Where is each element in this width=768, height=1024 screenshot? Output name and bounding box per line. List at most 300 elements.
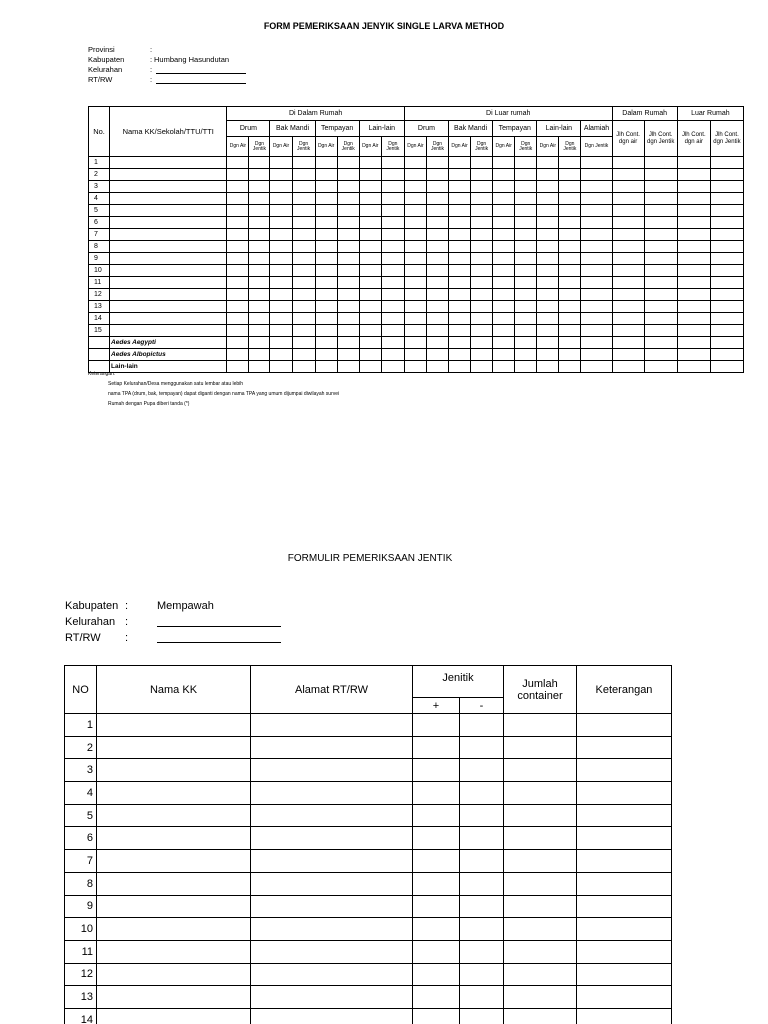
- table-cell[interactable]: [315, 205, 337, 217]
- table-cell[interactable]: [413, 804, 460, 827]
- table-cell[interactable]: [413, 918, 460, 941]
- table-cell[interactable]: [493, 289, 515, 301]
- table-cell[interactable]: [227, 193, 249, 205]
- table-cell[interactable]: [644, 313, 677, 325]
- table-cell[interactable]: [227, 205, 249, 217]
- table-cell[interactable]: [249, 325, 270, 337]
- table-cell[interactable]: [644, 325, 677, 337]
- table-cell[interactable]: [426, 301, 448, 313]
- table-cell[interactable]: [97, 759, 251, 782]
- table-cell[interactable]: [249, 229, 270, 241]
- table-cell[interactable]: [612, 289, 644, 301]
- field-blank-line[interactable]: [156, 67, 246, 74]
- table-cell[interactable]: [581, 241, 612, 253]
- table-cell[interactable]: [460, 736, 504, 759]
- table-cell[interactable]: [381, 253, 404, 265]
- table-cell[interactable]: [227, 301, 249, 313]
- table-cell[interactable]: [251, 804, 413, 827]
- table-cell[interactable]: [404, 349, 426, 361]
- table-cell[interactable]: [270, 325, 292, 337]
- table-cell[interactable]: [493, 193, 515, 205]
- table-cell[interactable]: [292, 349, 315, 361]
- table-cell[interactable]: [460, 804, 504, 827]
- table-cell[interactable]: [337, 253, 359, 265]
- table-cell[interactable]: [515, 193, 537, 205]
- table-cell[interactable]: [337, 337, 359, 349]
- table-cell[interactable]: [449, 337, 471, 349]
- table-cell[interactable]: [559, 205, 581, 217]
- table-cell[interactable]: [471, 289, 493, 301]
- table-cell[interactable]: [251, 850, 413, 873]
- table-cell[interactable]: [710, 205, 743, 217]
- table-cell[interactable]: [537, 289, 559, 301]
- table-cell[interactable]: [359, 157, 381, 169]
- table-cell[interactable]: [559, 253, 581, 265]
- table-cell[interactable]: [537, 313, 559, 325]
- table-cell[interactable]: [493, 229, 515, 241]
- table-cell[interactable]: [315, 193, 337, 205]
- table-cell[interactable]: [270, 253, 292, 265]
- table-cell[interactable]: [426, 169, 448, 181]
- table-cell[interactable]: [471, 181, 493, 193]
- table-cell[interactable]: [404, 205, 426, 217]
- table-cell[interactable]: [710, 217, 743, 229]
- table-cell[interactable]: [227, 325, 249, 337]
- table-cell[interactable]: [515, 301, 537, 313]
- table-cell[interactable]: [292, 277, 315, 289]
- table-cell[interactable]: [426, 337, 448, 349]
- table-cell[interactable]: [515, 241, 537, 253]
- table-cell[interactable]: [449, 181, 471, 193]
- table-cell[interactable]: [504, 963, 577, 986]
- table-cell[interactable]: [581, 265, 612, 277]
- table-cell[interactable]: [504, 850, 577, 873]
- table-cell[interactable]: [381, 349, 404, 361]
- table-cell[interactable]: [249, 217, 270, 229]
- table-cell[interactable]: [110, 265, 227, 277]
- table-cell[interactable]: [677, 301, 710, 313]
- table-cell[interactable]: [381, 337, 404, 349]
- table-cell[interactable]: [97, 918, 251, 941]
- table-cell[interactable]: [227, 265, 249, 277]
- table-cell[interactable]: [315, 277, 337, 289]
- table-cell[interactable]: [404, 265, 426, 277]
- table-cell[interactable]: [110, 241, 227, 253]
- table-cell[interactable]: [493, 313, 515, 325]
- table-cell[interactable]: [251, 963, 413, 986]
- table-cell[interactable]: [471, 169, 493, 181]
- table-cell[interactable]: [504, 872, 577, 895]
- table-cell[interactable]: [413, 963, 460, 986]
- table-cell[interactable]: [612, 361, 644, 373]
- table-cell[interactable]: [249, 253, 270, 265]
- table-cell[interactable]: [577, 986, 672, 1009]
- table-cell[interactable]: [460, 714, 504, 737]
- table-cell[interactable]: [359, 253, 381, 265]
- table-cell[interactable]: [249, 193, 270, 205]
- table-cell[interactable]: [612, 205, 644, 217]
- table-cell[interactable]: [249, 349, 270, 361]
- table-cell[interactable]: [292, 181, 315, 193]
- table-cell[interactable]: [537, 361, 559, 373]
- table-cell[interactable]: [471, 313, 493, 325]
- table-cell[interactable]: [426, 229, 448, 241]
- table-cell[interactable]: [581, 313, 612, 325]
- table-cell[interactable]: [449, 157, 471, 169]
- table-cell[interactable]: [581, 169, 612, 181]
- table-cell[interactable]: [581, 325, 612, 337]
- table-cell[interactable]: [493, 349, 515, 361]
- table-cell[interactable]: [537, 217, 559, 229]
- table-cell[interactable]: [337, 301, 359, 313]
- table-cell[interactable]: [292, 337, 315, 349]
- table-cell[interactable]: [413, 1008, 460, 1024]
- table-cell[interactable]: [426, 205, 448, 217]
- table-cell[interactable]: [471, 301, 493, 313]
- table-cell[interactable]: [677, 253, 710, 265]
- table-cell[interactable]: [612, 241, 644, 253]
- table-cell[interactable]: [227, 337, 249, 349]
- table-cell[interactable]: [449, 325, 471, 337]
- table-cell[interactable]: [449, 241, 471, 253]
- table-cell[interactable]: [577, 850, 672, 873]
- table-cell[interactable]: [504, 736, 577, 759]
- table-cell[interactable]: [404, 181, 426, 193]
- table-cell[interactable]: [381, 277, 404, 289]
- table-cell[interactable]: [426, 313, 448, 325]
- table-cell[interactable]: [359, 277, 381, 289]
- table-cell[interactable]: [337, 181, 359, 193]
- table-cell[interactable]: [515, 313, 537, 325]
- table-cell[interactable]: [315, 301, 337, 313]
- table-cell[interactable]: [677, 361, 710, 373]
- table-cell[interactable]: [504, 918, 577, 941]
- table-cell[interactable]: [381, 289, 404, 301]
- table-cell[interactable]: [359, 193, 381, 205]
- table-cell[interactable]: [644, 241, 677, 253]
- table-cell[interactable]: [710, 301, 743, 313]
- table-cell[interactable]: [381, 181, 404, 193]
- table-cell[interactable]: [577, 804, 672, 827]
- table-cell[interactable]: [537, 277, 559, 289]
- field-blank-line[interactable]: [157, 633, 281, 643]
- table-cell[interactable]: [515, 169, 537, 181]
- table-cell[interactable]: [251, 759, 413, 782]
- table-cell[interactable]: [581, 289, 612, 301]
- table-cell[interactable]: [460, 895, 504, 918]
- table-cell[interactable]: [110, 229, 227, 241]
- table-cell[interactable]: [577, 872, 672, 895]
- table-cell[interactable]: [559, 181, 581, 193]
- table-cell[interactable]: [515, 349, 537, 361]
- table-cell[interactable]: [710, 361, 743, 373]
- table-cell[interactable]: [227, 277, 249, 289]
- table-cell[interactable]: [559, 277, 581, 289]
- table-cell[interactable]: [644, 169, 677, 181]
- table-cell[interactable]: [644, 229, 677, 241]
- table-cell[interactable]: [426, 217, 448, 229]
- table-cell[interactable]: [337, 349, 359, 361]
- table-cell[interactable]: [559, 289, 581, 301]
- table-cell[interactable]: [677, 277, 710, 289]
- table-cell[interactable]: [227, 169, 249, 181]
- table-cell[interactable]: [612, 253, 644, 265]
- table-cell[interactable]: [292, 157, 315, 169]
- table-cell[interactable]: [644, 265, 677, 277]
- table-cell[interactable]: [677, 181, 710, 193]
- table-cell[interactable]: [559, 157, 581, 169]
- table-cell[interactable]: [537, 253, 559, 265]
- table-cell[interactable]: [426, 253, 448, 265]
- table-cell[interactable]: [227, 349, 249, 361]
- table-cell[interactable]: [110, 301, 227, 313]
- table-cell[interactable]: [270, 229, 292, 241]
- table-cell[interactable]: [449, 265, 471, 277]
- table-cell[interactable]: [504, 986, 577, 1009]
- table-cell[interactable]: [292, 217, 315, 229]
- table-cell[interactable]: [270, 157, 292, 169]
- table-cell[interactable]: [644, 217, 677, 229]
- table-cell[interactable]: [677, 169, 710, 181]
- table-cell[interactable]: [413, 827, 460, 850]
- table-cell[interactable]: [581, 277, 612, 289]
- table-cell[interactable]: [677, 349, 710, 361]
- table-cell[interactable]: [251, 940, 413, 963]
- table-cell[interactable]: [449, 289, 471, 301]
- table-cell[interactable]: [292, 169, 315, 181]
- table-cell[interactable]: [97, 827, 251, 850]
- table-cell[interactable]: [404, 289, 426, 301]
- table-cell[interactable]: [404, 325, 426, 337]
- table-cell[interactable]: [515, 229, 537, 241]
- table-cell[interactable]: [677, 313, 710, 325]
- table-cell[interactable]: [337, 241, 359, 253]
- table-cell[interactable]: [677, 265, 710, 277]
- table-cell[interactable]: [359, 313, 381, 325]
- table-cell[interactable]: [449, 277, 471, 289]
- table-cell[interactable]: [413, 850, 460, 873]
- table-cell[interactable]: [413, 714, 460, 737]
- table-cell[interactable]: [404, 277, 426, 289]
- table-cell[interactable]: [292, 253, 315, 265]
- table-cell[interactable]: [460, 1008, 504, 1024]
- table-cell[interactable]: [537, 229, 559, 241]
- table-cell[interactable]: [449, 301, 471, 313]
- table-cell[interactable]: [493, 169, 515, 181]
- table-cell[interactable]: [677, 289, 710, 301]
- table-cell[interactable]: [413, 986, 460, 1009]
- table-cell[interactable]: [559, 325, 581, 337]
- table-cell[interactable]: [249, 241, 270, 253]
- table-cell[interactable]: [315, 337, 337, 349]
- table-cell[interactable]: [404, 241, 426, 253]
- table-cell[interactable]: [110, 253, 227, 265]
- table-cell[interactable]: [292, 301, 315, 313]
- table-cell[interactable]: [493, 265, 515, 277]
- table-cell[interactable]: [559, 337, 581, 349]
- table-cell[interactable]: [337, 361, 359, 373]
- table-cell[interactable]: [612, 313, 644, 325]
- table-cell[interactable]: [249, 337, 270, 349]
- table-cell[interactable]: [515, 325, 537, 337]
- table-cell[interactable]: [581, 181, 612, 193]
- table-cell[interactable]: [577, 895, 672, 918]
- table-cell[interactable]: [97, 850, 251, 873]
- table-cell[interactable]: [97, 736, 251, 759]
- table-cell[interactable]: [515, 217, 537, 229]
- table-cell[interactable]: [251, 782, 413, 805]
- table-cell[interactable]: [581, 193, 612, 205]
- table-cell[interactable]: [460, 850, 504, 873]
- table-cell[interactable]: [515, 205, 537, 217]
- table-cell[interactable]: [270, 241, 292, 253]
- table-cell[interactable]: [270, 337, 292, 349]
- table-cell[interactable]: [710, 181, 743, 193]
- table-cell[interactable]: [710, 289, 743, 301]
- table-cell[interactable]: [97, 895, 251, 918]
- table-cell[interactable]: [471, 349, 493, 361]
- table-cell[interactable]: [471, 193, 493, 205]
- table-cell[interactable]: [577, 714, 672, 737]
- table-cell[interactable]: [471, 217, 493, 229]
- table-cell[interactable]: [449, 217, 471, 229]
- table-cell[interactable]: [251, 872, 413, 895]
- table-cell[interactable]: [577, 759, 672, 782]
- table-cell[interactable]: [97, 804, 251, 827]
- table-cell[interactable]: [504, 782, 577, 805]
- table-cell[interactable]: [460, 782, 504, 805]
- table-cell[interactable]: [404, 361, 426, 373]
- table-cell[interactable]: [413, 759, 460, 782]
- table-cell[interactable]: [315, 157, 337, 169]
- table-cell[interactable]: [404, 217, 426, 229]
- table-cell[interactable]: [644, 193, 677, 205]
- table-cell[interactable]: [644, 349, 677, 361]
- table-cell[interactable]: [493, 253, 515, 265]
- table-cell[interactable]: [677, 337, 710, 349]
- table-cell[interactable]: [471, 253, 493, 265]
- table-cell[interactable]: [504, 759, 577, 782]
- table-cell[interactable]: [227, 229, 249, 241]
- table-cell[interactable]: [612, 265, 644, 277]
- table-cell[interactable]: [227, 289, 249, 301]
- table-cell[interactable]: [426, 157, 448, 169]
- table-cell[interactable]: [612, 325, 644, 337]
- table-cell[interactable]: [381, 169, 404, 181]
- table-cell[interactable]: [460, 872, 504, 895]
- table-cell[interactable]: [537, 265, 559, 277]
- table-cell[interactable]: [381, 193, 404, 205]
- table-cell[interactable]: [404, 169, 426, 181]
- table-cell[interactable]: [515, 361, 537, 373]
- table-cell[interactable]: [612, 169, 644, 181]
- table-cell[interactable]: [559, 193, 581, 205]
- table-cell[interactable]: [97, 986, 251, 1009]
- table-cell[interactable]: [644, 361, 677, 373]
- table-cell[interactable]: [359, 289, 381, 301]
- table-cell[interactable]: [413, 736, 460, 759]
- table-cell[interactable]: [504, 895, 577, 918]
- table-cell[interactable]: [471, 337, 493, 349]
- table-cell[interactable]: [337, 217, 359, 229]
- table-cell[interactable]: [504, 1008, 577, 1024]
- table-cell[interactable]: [249, 301, 270, 313]
- table-cell[interactable]: [270, 289, 292, 301]
- table-cell[interactable]: [359, 241, 381, 253]
- table-cell[interactable]: [315, 265, 337, 277]
- table-cell[interactable]: [381, 265, 404, 277]
- table-cell[interactable]: [581, 217, 612, 229]
- table-cell[interactable]: [97, 872, 251, 895]
- table-cell[interactable]: [577, 918, 672, 941]
- table-cell[interactable]: [710, 253, 743, 265]
- table-cell[interactable]: [227, 313, 249, 325]
- table-cell[interactable]: [504, 827, 577, 850]
- table-cell[interactable]: [249, 313, 270, 325]
- table-cell[interactable]: [359, 205, 381, 217]
- table-cell[interactable]: [315, 217, 337, 229]
- table-cell[interactable]: [515, 337, 537, 349]
- table-cell[interactable]: [249, 169, 270, 181]
- table-cell[interactable]: [426, 277, 448, 289]
- table-cell[interactable]: [677, 205, 710, 217]
- table-cell[interactable]: [710, 169, 743, 181]
- table-cell[interactable]: [270, 313, 292, 325]
- table-cell[interactable]: [559, 217, 581, 229]
- table-cell[interactable]: [515, 265, 537, 277]
- table-cell[interactable]: [404, 229, 426, 241]
- table-cell[interactable]: [292, 325, 315, 337]
- table-cell[interactable]: [677, 241, 710, 253]
- table-cell[interactable]: [337, 169, 359, 181]
- table-cell[interactable]: [251, 827, 413, 850]
- table-cell[interactable]: [559, 229, 581, 241]
- field-blank-line[interactable]: [156, 77, 246, 84]
- table-cell[interactable]: [471, 205, 493, 217]
- table-cell[interactable]: [404, 337, 426, 349]
- table-cell[interactable]: [644, 277, 677, 289]
- table-cell[interactable]: [315, 229, 337, 241]
- table-cell[interactable]: [292, 289, 315, 301]
- table-cell[interactable]: [270, 181, 292, 193]
- table-cell[interactable]: [97, 940, 251, 963]
- table-cell[interactable]: [413, 895, 460, 918]
- table-cell[interactable]: [249, 289, 270, 301]
- table-cell[interactable]: [710, 193, 743, 205]
- table-cell[interactable]: [644, 253, 677, 265]
- table-cell[interactable]: [471, 277, 493, 289]
- table-cell[interactable]: [426, 325, 448, 337]
- table-cell[interactable]: [337, 205, 359, 217]
- table-cell[interactable]: [227, 241, 249, 253]
- table-cell[interactable]: [515, 157, 537, 169]
- table-cell[interactable]: [292, 229, 315, 241]
- table-cell[interactable]: [404, 253, 426, 265]
- table-cell[interactable]: [381, 301, 404, 313]
- table-cell[interactable]: [515, 289, 537, 301]
- table-cell[interactable]: [359, 265, 381, 277]
- table-cell[interactable]: [612, 337, 644, 349]
- table-cell[interactable]: [471, 325, 493, 337]
- table-cell[interactable]: [227, 157, 249, 169]
- table-cell[interactable]: [227, 217, 249, 229]
- table-cell[interactable]: [612, 157, 644, 169]
- table-cell[interactable]: [644, 157, 677, 169]
- table-cell[interactable]: [493, 205, 515, 217]
- table-cell[interactable]: [337, 229, 359, 241]
- table-cell[interactable]: [426, 349, 448, 361]
- table-cell[interactable]: [381, 229, 404, 241]
